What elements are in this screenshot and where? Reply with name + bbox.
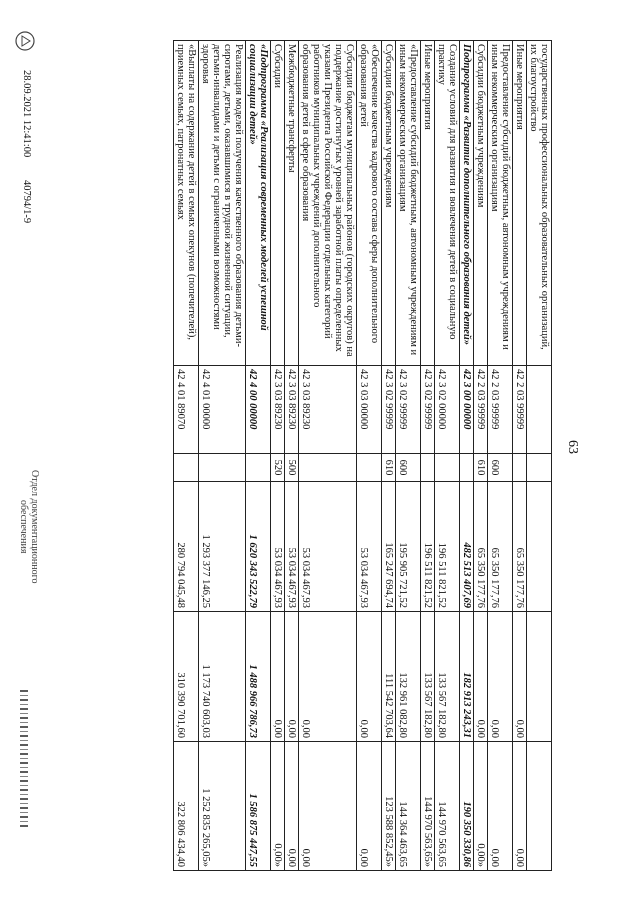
cell-name: Иные мероприятия bbox=[420, 41, 434, 366]
cell-col2: 1 173 740 603,03 bbox=[198, 612, 245, 742]
cell-col1: 1 293 377 146,25 bbox=[198, 482, 245, 612]
table-row bbox=[526, 41, 551, 871]
cell-vr bbox=[356, 454, 381, 482]
cell-col2: 132 961 082,80 bbox=[395, 612, 420, 742]
cell-col1: 53 034 467,93 bbox=[284, 482, 298, 612]
stamp-line-2: обеспечения bbox=[18, 500, 29, 554]
cell-col3 bbox=[526, 742, 551, 871]
cell-name: Субсидии bbox=[270, 41, 284, 366]
cell-vr: 610 bbox=[473, 454, 487, 482]
cell-col2: 133 567 182,80 bbox=[434, 612, 459, 742]
cell-col3: 322 806 434,40 bbox=[173, 742, 198, 871]
stamp-line-1: Отдел документационного bbox=[29, 470, 40, 584]
cell-name: государственных профессиональных образовательных организаций, их благоустройство bbox=[526, 41, 551, 366]
table-row bbox=[487, 41, 512, 871]
cell-col1: 65 350 177,76 bbox=[473, 482, 487, 612]
cell-code: 42 2 03 99999 bbox=[473, 366, 487, 454]
cell-col1 bbox=[526, 482, 551, 612]
cell-code: 42 3 03 00000 bbox=[356, 366, 381, 454]
cell-name: Иные мероприятия bbox=[512, 41, 526, 366]
cell-vr bbox=[512, 454, 526, 482]
cell-name: Предоставление субсидий бюджетным, автономным учреждениям и иным некоммерческим организациям bbox=[487, 41, 512, 366]
cell-code: 42 3 02 99999 bbox=[420, 366, 434, 454]
cell-col2: 1 488 966 786,73 bbox=[245, 612, 270, 742]
cell-col3: 144 970 563,65 bbox=[434, 742, 459, 871]
cell-col1: 53 034 467,93 bbox=[270, 482, 284, 612]
cell-name: «Обеспечение качества кадрового состава сферы дополнительного образования детей bbox=[356, 41, 381, 366]
cell-col1: 65 350 177,76 bbox=[512, 482, 526, 612]
cell-vr bbox=[198, 454, 245, 482]
footer bbox=[10, 40, 40, 870]
cell-code: 42 2 03 99999 bbox=[512, 366, 526, 454]
cell-code: 42 3 03 89230 bbox=[270, 366, 284, 454]
table-row bbox=[270, 41, 284, 871]
cell-col1: 482 513 407,69 bbox=[459, 482, 473, 612]
cell-vr bbox=[459, 454, 473, 482]
cell-col1: 53 034 467,93 bbox=[356, 482, 381, 612]
document-id: 40794/1-9 bbox=[21, 180, 32, 224]
cell-name: «Подпрограмма «Реализация современных моделей успешной социализации детей» bbox=[245, 41, 270, 366]
cell-code: 42 3 02 00000 bbox=[434, 366, 459, 454]
cell-col3: 0,00 bbox=[487, 742, 512, 871]
cell-code: 42 3 00 00000 bbox=[459, 366, 473, 454]
cell-name: Субсидии бюджетам муниципальных районов (городских округов) на поддержание достигнутых уровней заработной платы определенных указами Президента Российской Федерации отдельных категорий работников муниципальных учреждений дополнительного образования детей в сфере образования bbox=[298, 41, 356, 366]
cell-col2: 0,00 bbox=[473, 612, 487, 742]
cell-col3: 0,00» bbox=[473, 742, 487, 871]
cell-col3: 144 364 463,65 bbox=[395, 742, 420, 871]
cell-vr bbox=[526, 454, 551, 482]
cell-col1: 195 905 721,52 bbox=[395, 482, 420, 612]
cell-vr: 600 bbox=[487, 454, 512, 482]
cell-name: Межбюджетные трансферты bbox=[284, 41, 298, 366]
cell-col2: 0,00 bbox=[512, 612, 526, 742]
table-row bbox=[198, 41, 245, 871]
table-row bbox=[298, 41, 356, 871]
table-row bbox=[356, 41, 381, 871]
table-row bbox=[473, 41, 487, 871]
cell-code: 42 3 02 99999 bbox=[381, 366, 395, 454]
cell-col1: 280 794 045,48 bbox=[173, 482, 198, 612]
cell-col3: 190 350 330,86 bbox=[459, 742, 473, 871]
cell-name: Создание условий для развития и вовлечения детей в социальную практику bbox=[434, 41, 459, 366]
cell-code: 42 4 01 89070 bbox=[173, 366, 198, 454]
cell-col3: 1 586 875 447,55 bbox=[245, 742, 270, 871]
cell-name: Субсидии бюджетным учреждениям bbox=[473, 41, 487, 366]
cell-code: 42 4 01 00000 bbox=[198, 366, 245, 454]
table-row bbox=[512, 41, 526, 871]
cell-code: 42 2 03 99999 bbox=[487, 366, 512, 454]
cell-col3: 0,00 bbox=[512, 742, 526, 871]
cell-name: «Предоставление субсидий бюджетным, автономным учреждениям и иным некоммерческим организациям bbox=[395, 41, 420, 366]
cell-vr: 610 bbox=[381, 454, 395, 482]
cell-vr bbox=[298, 454, 356, 482]
cell-col3: 0,00 bbox=[284, 742, 298, 871]
cell-code bbox=[526, 366, 551, 454]
cell-code: 42 3 02 99999 bbox=[395, 366, 420, 454]
timestamp: 28.09.2021 12:41:00 bbox=[21, 70, 32, 158]
cell-col1: 1 620 343 522,79 bbox=[245, 482, 270, 612]
table-row bbox=[395, 41, 420, 871]
table-row bbox=[459, 41, 473, 871]
cell-col2: 111 542 703,64 bbox=[381, 612, 395, 742]
table-row bbox=[434, 41, 459, 871]
cell-col2: 0,00 bbox=[298, 612, 356, 742]
cell-name: Реализация моделей получения качественного образования детьми-сиротами, детьми, оказавшимися в трудной жизненной ситуации, детьми-инвалидами и детьми с ограниченными возможностями здоровья bbox=[198, 41, 245, 366]
cell-col1: 165 247 694,74 bbox=[381, 482, 395, 612]
cell-col1: 65 350 177,76 bbox=[487, 482, 512, 612]
table-row bbox=[381, 41, 395, 871]
cell-col2: 0,00 bbox=[356, 612, 381, 742]
cell-col3: 123 588 852,45» bbox=[381, 742, 395, 871]
cell-col1: 196 511 821,52 bbox=[420, 482, 434, 612]
table-row bbox=[245, 41, 270, 871]
cell-col2: 0,00 bbox=[270, 612, 284, 742]
cell-code: 42 3 03 89230 bbox=[298, 366, 356, 454]
table-row bbox=[284, 41, 298, 871]
cell-col2: 0,00 bbox=[487, 612, 512, 742]
cell-vr: 600 bbox=[395, 454, 420, 482]
barcode-icon bbox=[20, 690, 28, 830]
page-number: 63 bbox=[565, 440, 580, 454]
cell-col2: 0,00 bbox=[284, 612, 298, 742]
cell-name: Подпрограмма «Развитие дополнительного образования детей» bbox=[459, 41, 473, 366]
cell-name: «Выплаты на содержание детей в семьях опекунов (попечителей), приемных семьях, патронатных семьях bbox=[173, 41, 198, 366]
emblem-icon bbox=[14, 30, 36, 52]
cell-vr: 500 bbox=[284, 454, 298, 482]
cell-col3: 0,00» bbox=[270, 742, 284, 871]
cell-code: 42 3 03 89230 bbox=[284, 366, 298, 454]
cell-vr bbox=[245, 454, 270, 482]
cell-col1: 53 034 467,93 bbox=[298, 482, 356, 612]
cell-vr: 520 bbox=[270, 454, 284, 482]
cell-name: Субсидии бюджетным учреждениям bbox=[381, 41, 395, 366]
cell-vr bbox=[173, 454, 198, 482]
budget-table bbox=[173, 40, 552, 871]
cell-col3: 0,00 bbox=[298, 742, 356, 871]
cell-col2 bbox=[526, 612, 551, 742]
table-row bbox=[420, 41, 434, 871]
cell-vr bbox=[420, 454, 434, 482]
cell-col2: 182 913 243,31 bbox=[459, 612, 473, 742]
department-stamp bbox=[18, 470, 40, 583]
table-row bbox=[173, 41, 198, 871]
cell-col3: 144 970 563,65» bbox=[420, 742, 434, 871]
cell-col1: 196 511 821,52 bbox=[434, 482, 459, 612]
cell-col2: 310 390 701,60 bbox=[173, 612, 198, 742]
cell-code: 42 4 00 00000 bbox=[245, 366, 270, 454]
cell-col3: 1 252 835 265,05» bbox=[198, 742, 245, 871]
cell-vr bbox=[434, 454, 459, 482]
cell-col2: 133 567 182,80 bbox=[420, 612, 434, 742]
cell-col3: 0,00 bbox=[356, 742, 381, 871]
